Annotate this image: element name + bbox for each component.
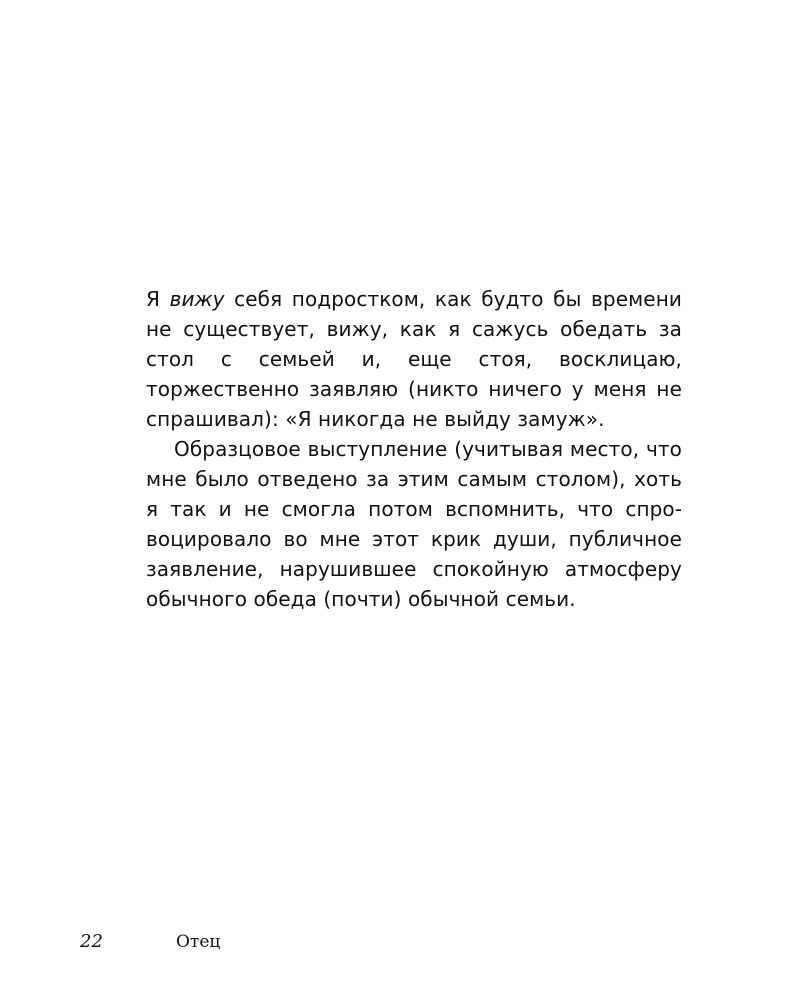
paragraph-1-lead: Я	[146, 287, 170, 311]
paragraph-1-rest: себя подростком, как будто бы времени не существует, вижу, как я сажусь обедать за стол с семьей и, еще стоя, восклицаю, торжественно заявляю (никто ничего у меня не спрашивал): «Я никогда не выйду замуж».	[146, 287, 682, 431]
body-text	[146, 284, 682, 614]
paragraph-1	[146, 284, 682, 434]
running-head: Отец	[176, 932, 221, 952]
page-number: 22	[80, 931, 103, 952]
emphasized-word: вижу	[169, 287, 225, 311]
paragraph-2: Образцовое выступление (учитывая место, что мне было отведено за этим самым столом), хоть я так и не смогла потом вспомнить, что спровоцировало во мне этот крик души, публичное заявление, нарушившее спокойную атмосферу обычного обеда (почти) обычной семьи.	[146, 437, 682, 611]
